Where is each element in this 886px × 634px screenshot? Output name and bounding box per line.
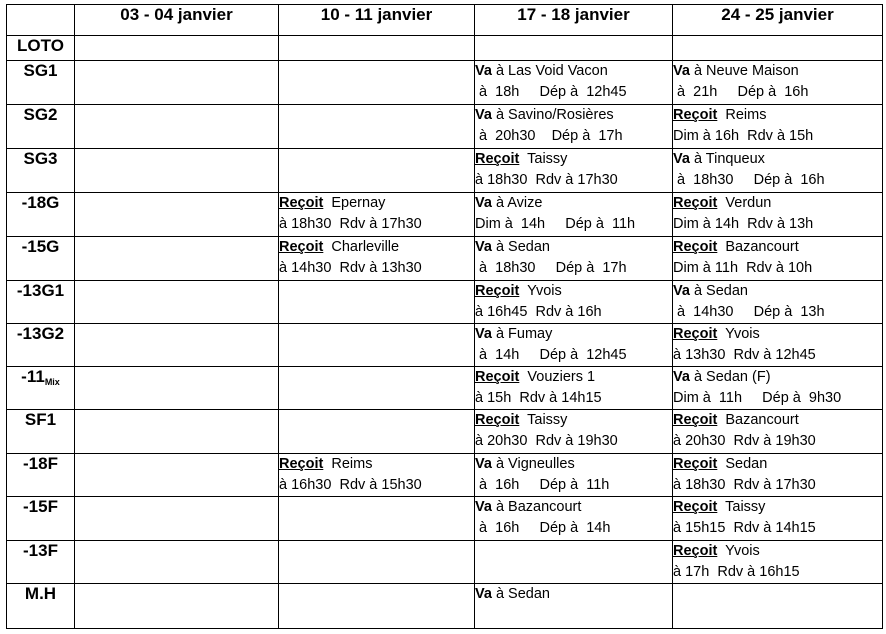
team-name [7, 237, 75, 281]
match-line [475, 302, 672, 323]
header-week-1: 03 - 04 janvier [75, 5, 279, 36]
match-cell [673, 410, 883, 454]
match-text: Reims [717, 107, 767, 123]
match-text: Epernay [323, 195, 386, 211]
match-cell [75, 324, 279, 367]
table-row [7, 36, 883, 61]
match-line [673, 149, 882, 170]
match-line [475, 258, 672, 279]
table-row [7, 367, 883, 410]
team-name [7, 367, 75, 410]
match-cell [475, 324, 673, 367]
match-text: Charleville [323, 239, 400, 255]
match-line [475, 105, 672, 126]
match-line [673, 281, 882, 302]
match-line [279, 258, 474, 279]
table-row [7, 61, 883, 105]
table-row [7, 454, 883, 497]
match-line [475, 497, 672, 518]
match-line [673, 367, 882, 388]
match-text: Dim à 11h Dép à 9h30 [673, 390, 842, 406]
match-cell [75, 149, 279, 193]
home-keyword: Reçoit [279, 239, 324, 255]
match-cell [279, 584, 475, 629]
match-cell [279, 237, 475, 281]
team-name [7, 410, 75, 454]
team-name [7, 324, 75, 367]
match-cell [279, 105, 475, 149]
team-label: -15F [23, 497, 58, 516]
match-text: à 15h15 Rdv à 14h15 [673, 520, 816, 536]
match-text: Dim à 16h Rdv à 15h [673, 128, 814, 144]
away-keyword: Va [475, 586, 492, 602]
away-keyword: Va [673, 63, 690, 79]
match-text: à Neuve Maison [689, 63, 799, 79]
home-keyword: Reçoit [475, 283, 520, 299]
match-line [279, 214, 474, 235]
match-line [673, 170, 882, 191]
table-row [7, 193, 883, 237]
match-cell [475, 281, 673, 324]
match-line [673, 454, 882, 475]
table-row [7, 281, 883, 324]
match-cell [75, 61, 279, 105]
match-text: à Sedan [491, 586, 550, 602]
match-cell [673, 237, 883, 281]
match-cell [673, 281, 883, 324]
match-text: à 21h Dép à 16h [673, 84, 809, 100]
away-keyword: Va [475, 63, 492, 79]
match-cell [475, 367, 673, 410]
match-text: à 18h30 Rdv à 17h30 [673, 477, 816, 493]
match-text: Bazancourt [717, 239, 799, 255]
team-name [7, 454, 75, 497]
away-keyword: Va [475, 107, 492, 123]
team-label: -13G1 [16, 281, 65, 300]
match-line [673, 475, 882, 496]
home-keyword: Reçoit [673, 412, 718, 428]
match-cell [673, 454, 883, 497]
table-row [7, 324, 883, 367]
match-text: à 16h45 Rdv à 16h [475, 304, 602, 320]
match-cell [75, 497, 279, 541]
match-cell [75, 541, 279, 584]
match-text: à 18h30 Rdv à 17h30 [475, 172, 618, 188]
match-text: à Vigneulles [491, 456, 575, 472]
match-line [673, 518, 882, 539]
header-corner [7, 5, 75, 36]
match-cell [673, 61, 883, 105]
match-cell [475, 149, 673, 193]
home-keyword: Reçoit [673, 499, 718, 515]
match-cell [279, 410, 475, 454]
away-keyword: Va [475, 239, 492, 255]
match-text: à 14h30 Rdv à 13h30 [279, 260, 422, 276]
team-suffix: Mix [44, 377, 60, 387]
match-text: à 20h30 Dép à 17h [475, 128, 623, 144]
match-cell [75, 367, 279, 410]
match-text: Taissy [519, 151, 568, 167]
match-cell [673, 497, 883, 541]
team-name [7, 36, 75, 61]
match-line [673, 345, 882, 366]
match-text: Dim à 14h Dép à 11h [475, 216, 636, 232]
team-label: LOTO [17, 36, 64, 55]
match-line [673, 214, 882, 235]
team-label: -15G [21, 237, 60, 256]
match-text: Verdun [717, 195, 772, 211]
team-label: SG2 [23, 105, 58, 124]
match-line [673, 237, 882, 258]
team-label: SG1 [23, 61, 58, 80]
match-cell [475, 105, 673, 149]
match-line [475, 431, 672, 452]
match-text: à 18h30 Dép à 17h [475, 260, 627, 276]
match-cell [279, 541, 475, 584]
match-cell [475, 541, 673, 584]
match-cell [475, 410, 673, 454]
match-line [475, 584, 672, 605]
team-name [7, 281, 75, 324]
match-cell [673, 193, 883, 237]
home-keyword: Reçoit [673, 543, 718, 559]
match-cell [279, 324, 475, 367]
match-line [475, 475, 672, 496]
match-text: à 13h30 Rdv à 12h45 [673, 347, 816, 363]
match-cell [475, 584, 673, 629]
match-cell [673, 36, 883, 61]
match-line [279, 237, 474, 258]
match-line [673, 61, 882, 82]
match-cell [75, 584, 279, 629]
match-line [673, 258, 882, 279]
table-row [7, 584, 883, 629]
match-line [279, 475, 474, 496]
away-keyword: Va [475, 456, 492, 472]
match-line [673, 126, 882, 147]
match-cell [279, 454, 475, 497]
match-cell [673, 584, 883, 629]
match-line [673, 497, 882, 518]
match-text: à 14h Dép à 12h45 [475, 347, 627, 363]
match-text: à Avize [491, 195, 543, 211]
team-label: -18G [21, 193, 60, 212]
table-row [7, 237, 883, 281]
match-text: à Las Void Vacon [491, 63, 608, 79]
match-text: à Savino/Rosières [491, 107, 614, 123]
match-text: Taissy [519, 412, 568, 428]
match-cell [673, 149, 883, 193]
match-cell [673, 324, 883, 367]
home-keyword: Reçoit [475, 369, 520, 385]
match-text: à 20h30 Rdv à 19h30 [475, 433, 618, 449]
match-text: Dim à 14h Rdv à 13h [673, 216, 814, 232]
match-cell [75, 193, 279, 237]
match-text: à Bazancourt [491, 499, 582, 515]
schedule-table [6, 4, 883, 629]
home-keyword: Reçoit [673, 107, 718, 123]
team-name [7, 105, 75, 149]
match-cell [673, 105, 883, 149]
match-line [475, 281, 672, 302]
team-label: -18F [23, 454, 58, 473]
match-line [475, 149, 672, 170]
team-name [7, 193, 75, 237]
match-text: Sedan [717, 456, 768, 472]
match-line [475, 82, 672, 103]
match-text: Taissy [717, 499, 766, 515]
match-text: à 16h Dép à 14h [475, 520, 611, 536]
match-cell [475, 454, 673, 497]
match-text: à Sedan [491, 239, 550, 255]
team-label: -13F [23, 541, 58, 560]
match-line [475, 410, 672, 431]
away-keyword: Va [673, 283, 690, 299]
away-keyword: Va [673, 151, 690, 167]
team-label: SF1 [24, 410, 57, 429]
match-text: à Sedan [689, 283, 748, 299]
home-keyword: Reçoit [279, 195, 324, 211]
match-text: à 16h30 Rdv à 15h30 [279, 477, 422, 493]
match-line [673, 562, 882, 583]
team-label: -13G2 [16, 324, 65, 343]
home-keyword: Reçoit [673, 195, 718, 211]
match-line [673, 410, 882, 431]
match-line [673, 324, 882, 345]
match-line [673, 105, 882, 126]
match-text: à 20h30 Rdv à 19h30 [673, 433, 816, 449]
match-line [673, 302, 882, 323]
match-text: Vouziers 1 [519, 369, 596, 385]
match-line [475, 388, 672, 409]
match-cell [75, 105, 279, 149]
match-line [475, 126, 672, 147]
away-keyword: Va [475, 195, 492, 211]
team-label: M.H [24, 584, 57, 603]
header-week-2: 10 - 11 janvier [279, 5, 475, 36]
match-line [673, 193, 882, 214]
match-text: Bazancourt [717, 412, 799, 428]
match-line [475, 237, 672, 258]
match-line [673, 431, 882, 452]
match-line [673, 82, 882, 103]
team-label: -11 [21, 367, 45, 386]
match-line [475, 367, 672, 388]
match-text: Dim à 11h Rdv à 10h [673, 260, 813, 276]
match-cell [475, 61, 673, 105]
away-keyword: Va [475, 326, 492, 342]
away-keyword: Va [475, 499, 492, 515]
match-text: à Sedan (F) [689, 369, 771, 385]
team-name [7, 584, 75, 629]
match-text: Yvois [717, 326, 760, 342]
match-text: à 18h30 Rdv à 17h30 [279, 216, 422, 232]
match-line [279, 454, 474, 475]
match-cell [75, 281, 279, 324]
table-row [7, 105, 883, 149]
match-text: à 18h Dép à 12h45 [475, 84, 627, 100]
match-cell [279, 36, 475, 61]
header-row [7, 5, 883, 36]
match-cell [279, 61, 475, 105]
match-cell [475, 237, 673, 281]
match-cell [475, 497, 673, 541]
match-cell [279, 281, 475, 324]
match-line [475, 345, 672, 366]
match-line [673, 388, 882, 409]
away-keyword: Va [673, 369, 690, 385]
match-cell [279, 367, 475, 410]
table-row [7, 541, 883, 584]
match-text: à Tinqueux [689, 151, 765, 167]
match-line [475, 193, 672, 214]
match-text: à 16h Dép à 11h [475, 477, 610, 493]
team-name [7, 541, 75, 584]
match-text: à 18h30 Dép à 16h [673, 172, 825, 188]
match-line [475, 454, 672, 475]
table-row [7, 497, 883, 541]
match-text: à 14h30 Dép à 13h [673, 304, 825, 320]
team-name [7, 497, 75, 541]
home-keyword: Reçoit [475, 412, 520, 428]
match-line [475, 518, 672, 539]
team-label: SG3 [23, 149, 58, 168]
home-keyword: Reçoit [475, 151, 520, 167]
match-line [673, 541, 882, 562]
match-line [279, 193, 474, 214]
match-cell [673, 541, 883, 584]
match-cell [475, 36, 673, 61]
home-keyword: Reçoit [279, 456, 324, 472]
team-name [7, 149, 75, 193]
match-line [475, 170, 672, 191]
match-cell [279, 149, 475, 193]
match-line [475, 61, 672, 82]
match-text: Yvois [717, 543, 760, 559]
match-text: à 15h Rdv à 14h15 [475, 390, 602, 406]
table-row [7, 149, 883, 193]
match-cell [75, 237, 279, 281]
header-week-4: 24 - 25 janvier [673, 5, 883, 36]
match-line [475, 214, 672, 235]
header-week-3: 17 - 18 janvier [475, 5, 673, 36]
match-cell [279, 497, 475, 541]
home-keyword: Reçoit [673, 326, 718, 342]
team-name [7, 61, 75, 105]
home-keyword: Reçoit [673, 456, 718, 472]
match-cell [75, 410, 279, 454]
match-text: à 17h Rdv à 16h15 [673, 564, 800, 580]
home-keyword: Reçoit [673, 239, 718, 255]
match-text: Yvois [519, 283, 562, 299]
match-cell [475, 193, 673, 237]
match-cell [673, 367, 883, 410]
match-line [475, 324, 672, 345]
match-cell [279, 193, 475, 237]
match-cell [75, 454, 279, 497]
table-row [7, 410, 883, 454]
match-text: Reims [323, 456, 373, 472]
schedule-body [7, 36, 883, 629]
match-text: à Fumay [491, 326, 553, 342]
match-cell [75, 36, 279, 61]
